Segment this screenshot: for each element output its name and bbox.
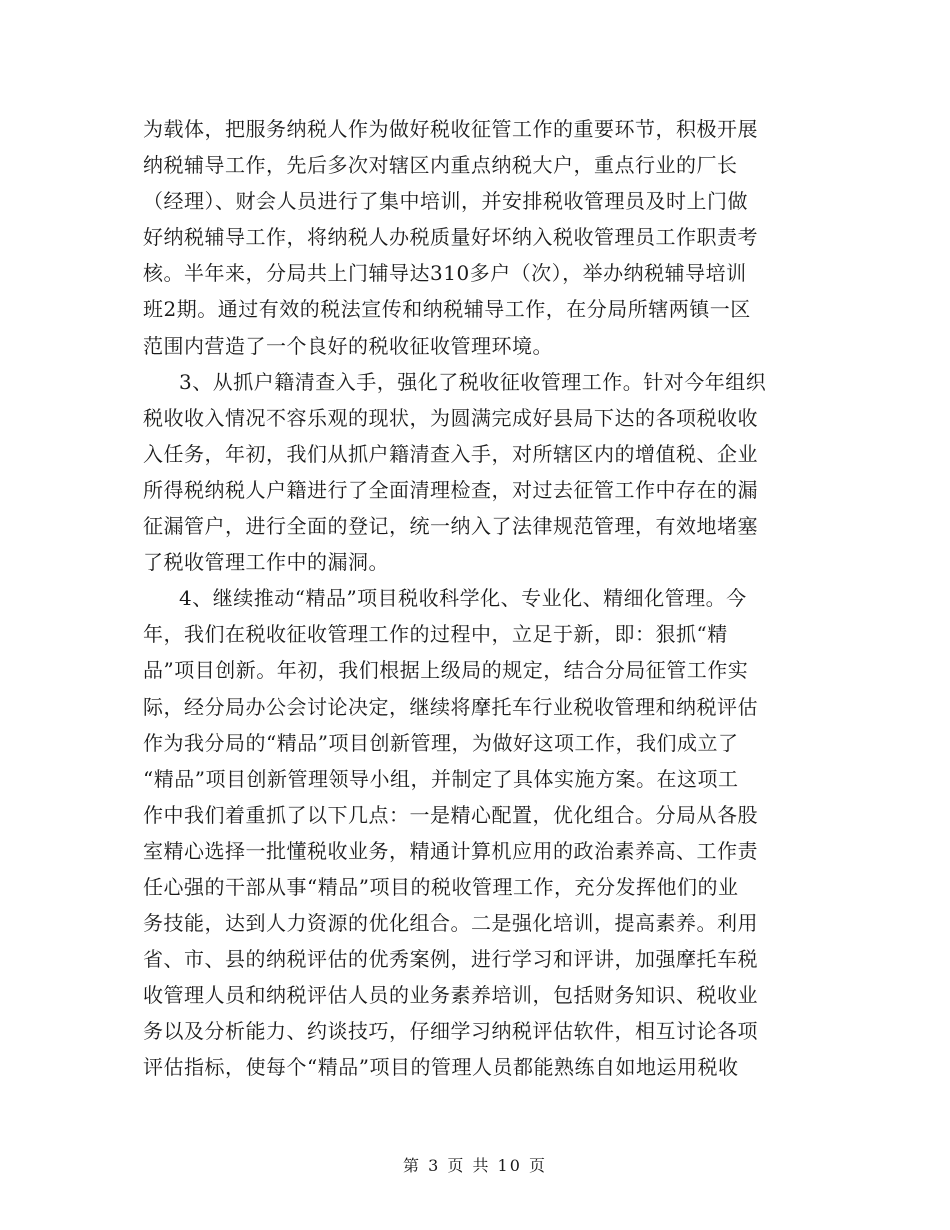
text-line: 室精心选择一批懂税收业务，精通计算机应用的政治素养高、工作责 xyxy=(143,838,758,863)
text-line: 为载体，把服务纳税人作为做好税收征管工作的重要环节，积极开展 xyxy=(143,117,758,141)
text-line: 范围内营造了一个良好的税收征收管理环境。 xyxy=(143,333,553,358)
text-line: 核。半年来，分局共上门辅导达310多户（次），举办纳税辅导培训 xyxy=(143,261,747,286)
paragraph-p4 xyxy=(143,580,808,1085)
text-line: 纳税辅导工作，先后多次对辖区内重点纳税大户，重点行业的厂长 xyxy=(143,153,738,178)
text-line: 务技能，达到人力资源的优化组合。二是强化培训，提高素养。利用 xyxy=(143,911,758,936)
page-footer: 第 3 页 共 10 页 xyxy=(403,1156,547,1175)
text-line: 评估指标，使每个“精品”项目的管理人员都能熟练自如地运用税收 xyxy=(143,1055,739,1080)
text-line: 所得税纳税人户籍进行了全面清理检查，对过去征管工作中存在的漏 xyxy=(143,477,758,502)
paragraph-p3 xyxy=(143,364,808,581)
text-line: 际，经分局办公会讨论决定，继续将摩托车行业税收管理和纳税评估 xyxy=(143,694,758,719)
text-line: 入任务，年初，我们从抓户籍清查入手，对所辖区内的增值税、企业 xyxy=(143,441,758,466)
text-line: 作中我们着重抓了以下几点：一是精心配置，优化组合。分局从各股 xyxy=(143,802,758,827)
text-line: 品”项目创新。年初，我们根据上级局的规定，结合分局征管工作实 xyxy=(143,658,749,683)
body-text xyxy=(143,111,808,1086)
text-line: 3、从抓户籍清查入手，强化了税收征收管理工作。针对今年组织 xyxy=(179,369,767,394)
text-line: 税收收入情况不容乐观的现状，为圆满完成好县局下达的各项税收收 xyxy=(143,405,758,430)
text-line: 好纳税辅导工作，将纳税人办税质量好坏纳入税收管理员工作职责考 xyxy=(143,225,758,250)
text-line: 4、继续推动“精品”项目税收科学化、专业化、精细化管理。今 xyxy=(179,586,747,611)
text-line: 班2期。通过有效的税法宣传和纳税辅导工作，在分局所辖两镇一区 xyxy=(143,297,751,322)
text-line: 务以及分析能力、约谈技巧，仔细学习纳税评估软件，相互讨论各项 xyxy=(143,1019,758,1044)
text-line: 省、市、县的纳税评估的优秀案例，进行学习和评讲，加强摩托车税 xyxy=(143,947,758,972)
text-line: 收管理人员和纳税评估人员的业务素养培训，包括财务知识、税收业 xyxy=(143,983,758,1008)
text-line: 任心强的干部从事“精品”项目的税收管理工作，充分发挥他们的业 xyxy=(143,874,739,899)
text-line: 了税收管理工作中的漏洞。 xyxy=(143,550,389,575)
text-line: （经理）、财会人员进行了集中培训，并安排税收管理员及时上门做 xyxy=(143,189,748,214)
paragraph-p1-continued xyxy=(143,111,808,364)
text-line: 年，我们在税收征收管理工作的过程中，立足于新，即：狠抓“精 xyxy=(143,622,728,647)
text-line: 作为我分局的“精品”项目创新管理，为做好这项工作，我们成立了 xyxy=(143,730,739,755)
text-line: “精品”项目创新管理领导小组，并制定了具体实施方案。在这项工 xyxy=(143,766,739,791)
text-line: 征漏管户，进行全面的登记，统一纳入了法律规范管理，有效地堵塞 xyxy=(143,514,758,539)
